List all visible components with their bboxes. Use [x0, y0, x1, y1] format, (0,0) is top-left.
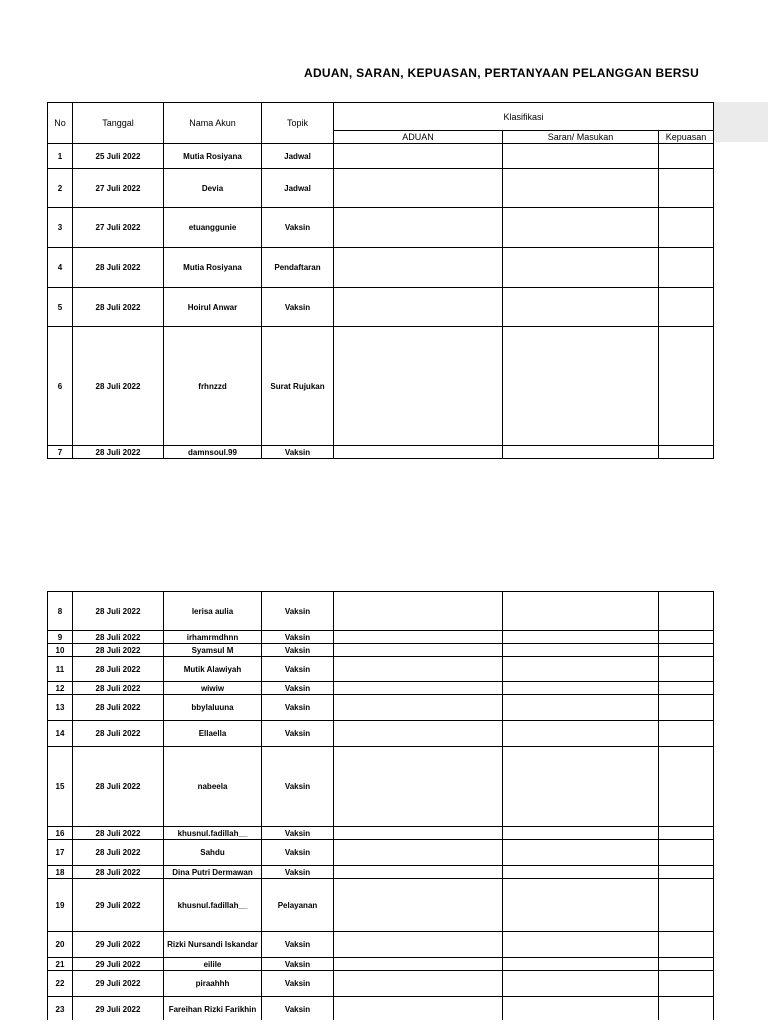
- complaint-table-part-2: [47, 591, 714, 1023]
- row-nama-akun: eilile: [164, 958, 262, 971]
- row-kepuasan-cell: [659, 288, 714, 327]
- header-aduan: ADUAN: [334, 131, 503, 144]
- row-no: 9: [48, 631, 73, 644]
- row-kepuasan-cell: [659, 827, 714, 840]
- row-aduan-cell: [334, 682, 503, 695]
- row-kepuasan-cell: [659, 971, 714, 997]
- row-tanggal: 28 Juli 2022: [73, 288, 164, 327]
- row-nama-akun: Mutia Rosiyana: [164, 248, 262, 288]
- header-shade: [713, 102, 768, 142]
- table-row: [48, 827, 714, 840]
- header-row: [48, 103, 714, 131]
- row-tanggal: 28 Juli 2022: [73, 657, 164, 682]
- table-row: [48, 327, 714, 446]
- row-no: 6: [48, 327, 73, 446]
- row-nama-akun: Sahdu: [164, 840, 262, 866]
- row-aduan-cell: [334, 971, 503, 997]
- table-row: [48, 958, 714, 971]
- table-row: [48, 446, 714, 459]
- row-topik: Surat Rujukan: [262, 327, 334, 446]
- row-topik: Vaksin: [262, 695, 334, 721]
- row-aduan-cell: [334, 144, 503, 169]
- table-row: [48, 644, 714, 657]
- row-saran-cell: [503, 958, 659, 971]
- row-tanggal: 29 Juli 2022: [73, 958, 164, 971]
- row-aduan-cell: [334, 747, 503, 827]
- row-nama-akun: Mutik Alawiyah: [164, 657, 262, 682]
- row-kepuasan-cell: [659, 840, 714, 866]
- row-saran-cell: [503, 971, 659, 997]
- row-kepuasan-cell: [659, 721, 714, 747]
- table-row: [48, 208, 714, 248]
- row-no: 23: [48, 997, 73, 1023]
- row-saran-cell: [503, 932, 659, 958]
- row-no: 8: [48, 592, 73, 631]
- row-kepuasan-cell: [659, 958, 714, 971]
- row-no: 13: [48, 695, 73, 721]
- row-aduan-cell: [334, 248, 503, 288]
- row-aduan-cell: [334, 866, 503, 879]
- table-row: [48, 747, 714, 827]
- row-nama-akun: khusnul.fadillah__: [164, 827, 262, 840]
- row-tanggal: 29 Juli 2022: [73, 879, 164, 932]
- table-row: [48, 288, 714, 327]
- table-row: [48, 879, 714, 932]
- complaint-table-part-1: [47, 102, 714, 459]
- row-saran-cell: [503, 644, 659, 657]
- row-saran-cell: [503, 721, 659, 747]
- row-kepuasan-cell: [659, 932, 714, 958]
- row-aduan-cell: [334, 592, 503, 631]
- row-saran-cell: [503, 288, 659, 327]
- row-kepuasan-cell: [659, 644, 714, 657]
- row-saran-cell: [503, 446, 659, 459]
- row-kepuasan-cell: [659, 327, 714, 446]
- row-nama-akun: wiwiw: [164, 682, 262, 695]
- table-row: [48, 682, 714, 695]
- row-tanggal: 28 Juli 2022: [73, 592, 164, 631]
- row-no: 16: [48, 827, 73, 840]
- row-nama-akun: Ellaella: [164, 721, 262, 747]
- row-aduan-cell: [334, 958, 503, 971]
- document-title: ADUAN, SARAN, KEPUASAN, PERTANYAAN PELANGGAN BERSU: [304, 66, 700, 80]
- row-no: 14: [48, 721, 73, 747]
- row-saran-cell: [503, 866, 659, 879]
- row-kepuasan-cell: [659, 169, 714, 208]
- row-tanggal: 28 Juli 2022: [73, 644, 164, 657]
- row-topik: Vaksin: [262, 840, 334, 866]
- row-nama-akun: khusnul.fadillah__: [164, 879, 262, 932]
- row-aduan-cell: [334, 827, 503, 840]
- row-topik: Vaksin: [262, 592, 334, 631]
- row-topik: Pelayanan: [262, 879, 334, 932]
- row-aduan-cell: [334, 695, 503, 721]
- row-kepuasan-cell: [659, 208, 714, 248]
- table-row: [48, 866, 714, 879]
- row-nama-akun: nabeela: [164, 747, 262, 827]
- table-row: [48, 997, 714, 1023]
- row-nama-akun: damnsoul.99: [164, 446, 262, 459]
- header-no: No: [48, 103, 73, 144]
- row-topik: Vaksin: [262, 997, 334, 1023]
- row-no: 1: [48, 144, 73, 169]
- table-row: [48, 657, 714, 682]
- header-tanggal: Tanggal: [73, 103, 164, 144]
- row-aduan-cell: [334, 327, 503, 446]
- table-row: [48, 169, 714, 208]
- row-aduan-cell: [334, 840, 503, 866]
- row-aduan-cell: [334, 288, 503, 327]
- row-topik: Vaksin: [262, 866, 334, 879]
- row-kepuasan-cell: [659, 144, 714, 169]
- row-aduan-cell: [334, 169, 503, 208]
- row-kepuasan-cell: [659, 657, 714, 682]
- row-nama-akun: Dina Putri Dermawan: [164, 866, 262, 879]
- row-saran-cell: [503, 327, 659, 446]
- table-row: [48, 695, 714, 721]
- row-kepuasan-cell: [659, 866, 714, 879]
- row-aduan-cell: [334, 631, 503, 644]
- row-tanggal: 28 Juli 2022: [73, 248, 164, 288]
- row-aduan-cell: [334, 721, 503, 747]
- row-tanggal: 28 Juli 2022: [73, 840, 164, 866]
- row-no: 7: [48, 446, 73, 459]
- row-no: 4: [48, 248, 73, 288]
- header-klasifikasi: Klasifikasi: [334, 103, 714, 131]
- row-no: 12: [48, 682, 73, 695]
- row-saran-cell: [503, 592, 659, 631]
- row-nama-akun: irhamrmdhnn: [164, 631, 262, 644]
- row-nama-akun: Mutia Rosiyana: [164, 144, 262, 169]
- row-tanggal: 28 Juli 2022: [73, 682, 164, 695]
- row-tanggal: 28 Juli 2022: [73, 695, 164, 721]
- row-topik: Vaksin: [262, 971, 334, 997]
- row-saran-cell: [503, 840, 659, 866]
- row-tanggal: 28 Juli 2022: [73, 827, 164, 840]
- row-saran-cell: [503, 695, 659, 721]
- row-nama-akun: Fareihan Rizki Farikhin: [164, 997, 262, 1023]
- row-tanggal: 28 Juli 2022: [73, 747, 164, 827]
- table-row: [48, 971, 714, 997]
- row-tanggal: 28 Juli 2022: [73, 446, 164, 459]
- row-tanggal: 28 Juli 2022: [73, 866, 164, 879]
- row-no: 19: [48, 879, 73, 932]
- row-aduan-cell: [334, 932, 503, 958]
- row-kepuasan-cell: [659, 631, 714, 644]
- header-topik: Topik: [262, 103, 334, 144]
- row-aduan-cell: [334, 657, 503, 682]
- row-nama-akun: piraahhh: [164, 971, 262, 997]
- row-topik: Vaksin: [262, 631, 334, 644]
- row-topik: Vaksin: [262, 288, 334, 327]
- row-topik: Vaksin: [262, 644, 334, 657]
- row-no: 3: [48, 208, 73, 248]
- table-row: [48, 840, 714, 866]
- row-topik: Pendaftaran: [262, 248, 334, 288]
- table-row: [48, 721, 714, 747]
- row-topik: Vaksin: [262, 958, 334, 971]
- row-no: 10: [48, 644, 73, 657]
- row-aduan-cell: [334, 208, 503, 248]
- row-kepuasan-cell: [659, 695, 714, 721]
- row-nama-akun: Syamsul M: [164, 644, 262, 657]
- table-row: [48, 631, 714, 644]
- row-kepuasan-cell: [659, 747, 714, 827]
- row-topik: Vaksin: [262, 446, 334, 459]
- table-row: [48, 592, 714, 631]
- row-tanggal: 29 Juli 2022: [73, 932, 164, 958]
- row-topik: Vaksin: [262, 682, 334, 695]
- row-no: 22: [48, 971, 73, 997]
- row-saran-cell: [503, 248, 659, 288]
- row-saran-cell: [503, 144, 659, 169]
- row-tanggal: 25 Juli 2022: [73, 144, 164, 169]
- row-tanggal: 29 Juli 2022: [73, 997, 164, 1023]
- header-kepuasan: Kepuasan: [659, 131, 714, 144]
- row-no: 2: [48, 169, 73, 208]
- row-no: 20: [48, 932, 73, 958]
- row-nama-akun: frhnzzd: [164, 327, 262, 446]
- row-topik: Vaksin: [262, 747, 334, 827]
- row-nama-akun: Rizki Nursandi Iskandar: [164, 932, 262, 958]
- row-nama-akun: etuanggunie: [164, 208, 262, 248]
- page-edge: [0, 1020, 768, 1024]
- row-tanggal: 28 Juli 2022: [73, 721, 164, 747]
- row-no: 21: [48, 958, 73, 971]
- row-topik: Vaksin: [262, 932, 334, 958]
- row-topik: Vaksin: [262, 721, 334, 747]
- header-nama-akun: Nama Akun: [164, 103, 262, 144]
- row-topik: Vaksin: [262, 827, 334, 840]
- row-saran-cell: [503, 827, 659, 840]
- row-saran-cell: [503, 208, 659, 248]
- row-topik: Jadwal: [262, 144, 334, 169]
- row-kepuasan-cell: [659, 248, 714, 288]
- table-row: [48, 932, 714, 958]
- row-aduan-cell: [334, 997, 503, 1023]
- row-nama-akun: Devia: [164, 169, 262, 208]
- row-tanggal: 28 Juli 2022: [73, 631, 164, 644]
- row-no: 18: [48, 866, 73, 879]
- row-kepuasan-cell: [659, 682, 714, 695]
- row-saran-cell: [503, 657, 659, 682]
- row-kepuasan-cell: [659, 446, 714, 459]
- row-aduan-cell: [334, 446, 503, 459]
- row-saran-cell: [503, 747, 659, 827]
- row-no: 5: [48, 288, 73, 327]
- row-saran-cell: [503, 997, 659, 1023]
- row-saran-cell: [503, 631, 659, 644]
- row-tanggal: 28 Juli 2022: [73, 327, 164, 446]
- row-tanggal: 27 Juli 2022: [73, 169, 164, 208]
- row-topik: Vaksin: [262, 208, 334, 248]
- row-nama-akun: Hoirul Anwar: [164, 288, 262, 327]
- row-no: 17: [48, 840, 73, 866]
- row-kepuasan-cell: [659, 997, 714, 1023]
- row-topik: Jadwal: [262, 169, 334, 208]
- row-no: 15: [48, 747, 73, 827]
- row-tanggal: 29 Juli 2022: [73, 971, 164, 997]
- row-saran-cell: [503, 879, 659, 932]
- row-kepuasan-cell: [659, 592, 714, 631]
- table-row: [48, 248, 714, 288]
- row-no: 11: [48, 657, 73, 682]
- row-tanggal: 27 Juli 2022: [73, 208, 164, 248]
- table-row: [48, 144, 714, 169]
- row-kepuasan-cell: [659, 879, 714, 932]
- header-saran-masukan: Saran/ Masukan: [503, 131, 659, 144]
- row-aduan-cell: [334, 879, 503, 932]
- row-saran-cell: [503, 682, 659, 695]
- row-aduan-cell: [334, 644, 503, 657]
- row-topik: Vaksin: [262, 657, 334, 682]
- row-nama-akun: lerisa aulia: [164, 592, 262, 631]
- row-nama-akun: bbylaluuna: [164, 695, 262, 721]
- row-saran-cell: [503, 169, 659, 208]
